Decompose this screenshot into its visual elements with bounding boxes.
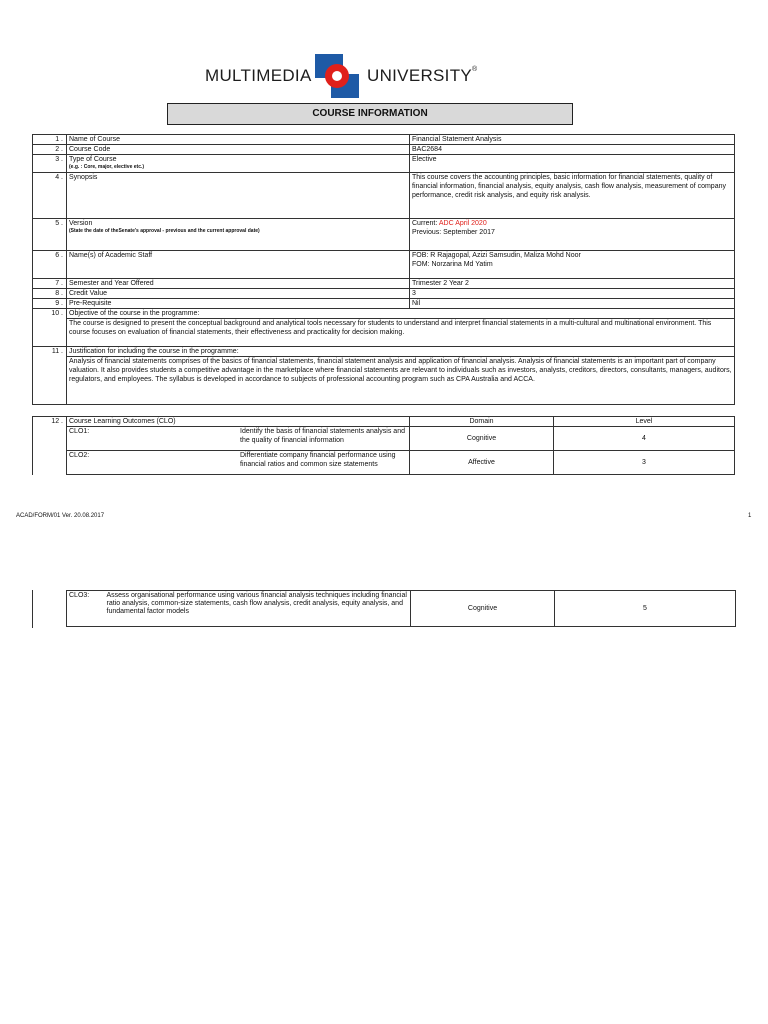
row-number: 8 .	[33, 289, 67, 299]
objective-text: The course is designed to present the conceptual background and analytical tools necessary for students to understand and interpret financial statements in a multi-cultural and multinational environment. This course focuses on evaluation of financial statements, their effectiveness and practicality for decision making.	[67, 319, 735, 347]
clo-code: CLO2:	[67, 451, 239, 475]
page-number: 1	[748, 513, 752, 519]
current-version-red: ADC April 2020	[438, 220, 487, 227]
table-row	[33, 319, 735, 347]
row-label: Name(s) of Academic Staff	[67, 251, 410, 279]
row-number: 1 .	[33, 135, 67, 145]
table-row	[33, 219, 735, 251]
clo-level: 5	[555, 591, 736, 627]
clo-row	[33, 451, 735, 475]
row-value: Nil	[410, 299, 735, 309]
row-number: 6 .	[33, 251, 67, 279]
row-label: Semester and Year Offered	[67, 279, 410, 289]
row-value: 3	[410, 289, 735, 299]
row-value: BAC2684	[410, 145, 735, 155]
table-row	[33, 299, 735, 309]
row-label: Course Learning Outcomes (CLO)	[67, 417, 410, 427]
row-label: Pre-Requisite	[67, 299, 410, 309]
row-label: Credit Value	[67, 289, 410, 299]
row-number: 7 .	[33, 279, 67, 289]
page2-clo-section	[32, 590, 734, 628]
justification-text: Analysis of financial statements comprises of the basics of financial statements, financial statement analysis and application of financial analysis. Analysis of financial statements is an important part of company valuation. It also provides students a competitive advantage in the marketplace where financial statements are relevant to individuals such as investors, analysts, creditors, directors, consultants, managers, auditors, regulators, and employees. The syllabus is developed in accordance to subjects of professional accounting program such as CPA Australia and ACCA.	[67, 357, 735, 405]
table-row	[33, 347, 735, 357]
row-label: Synopsis	[67, 173, 410, 219]
clo-domain: Cognitive	[411, 591, 555, 627]
row-note: (State the date of theSenate's approval - previous and the current approval date)	[69, 228, 260, 234]
clo-header-row	[33, 417, 735, 427]
level-header: Level	[554, 417, 735, 427]
form-reference: ACAD/FORM/01 Ver. 20.08.2017	[16, 513, 105, 519]
row-value: Financial Statement Analysis	[410, 135, 735, 145]
table-row	[33, 251, 735, 279]
row-number: 10 .	[33, 309, 67, 319]
table-row	[33, 357, 735, 405]
row-number: 9 .	[33, 299, 67, 309]
clo-domain: Cognitive	[410, 427, 554, 451]
clo-section	[32, 416, 734, 475]
row-label: Type of Course (e.g. : Core, major, elective etc.)	[67, 155, 410, 173]
row-label: Objective of the course in the programme:	[67, 309, 735, 319]
page-title: COURSE INFORMATION	[167, 103, 573, 125]
row-label: Name of Course	[67, 135, 410, 145]
clo-description: Differentiate company financial performance using financial ratios and common size statements	[238, 451, 410, 475]
table-row	[33, 289, 735, 299]
course-info-table	[32, 134, 735, 405]
table-row	[33, 279, 735, 289]
row-note: (e.g. : Core, major, elective etc.)	[69, 164, 145, 170]
university-logo	[205, 52, 495, 100]
clo-table-continued	[66, 590, 736, 627]
clo-row	[67, 591, 736, 627]
clo-level: 4	[554, 427, 735, 451]
logo-emblem-icon	[309, 52, 365, 100]
row-value: FOB: R Rajagopal, Azizi Samsudin, Maliza Mohd Noor FOM: Norzarina Md Yatim	[410, 251, 735, 279]
row-number: 11 .	[33, 347, 67, 357]
table-row	[33, 155, 735, 173]
clo-table	[32, 416, 735, 475]
clo-level: 3	[554, 451, 735, 475]
row-value: Trimester 2 Year 2	[410, 279, 735, 289]
clo-code: CLO1:	[67, 427, 239, 451]
row-value: Current: ADC April 2020 Previous: September 2017	[410, 219, 735, 251]
logo-right-word: UNIVERSITY®	[367, 66, 478, 85]
row-number: 4 .	[33, 173, 67, 219]
clo-domain: Affective	[410, 451, 554, 475]
table-row	[33, 145, 735, 155]
domain-header: Domain	[410, 417, 554, 427]
row-label: Course Code	[67, 145, 410, 155]
clo-description: Assess organisational performance using various financial analysis techniques including financial ratio analysis, common-size statements, cash flow analysis, credit analysis, equity analysis, and fundamental factor models	[105, 591, 411, 627]
row-number: 5 .	[33, 219, 67, 251]
row-value: This course covers the accounting principles, basic information for financial statements, quality of financial information, financial analysis, equity analysis, cash flow analysis, measurement of company performance, credit risk analysis, and equity risk analysis.	[410, 173, 735, 219]
row-label: Version (State the date of theSenate's approval - previous and the current approval date)	[67, 219, 410, 251]
table-row	[33, 309, 735, 319]
row-number: 12 .	[33, 417, 67, 427]
row-label: Justification for including the course in the programme:	[67, 347, 735, 357]
row-value: Elective	[410, 155, 735, 173]
row-number: 3 .	[33, 155, 67, 173]
row-number: 2 .	[33, 145, 67, 155]
clo-description: Identify the basis of financial statements analysis and the quality of financial information	[238, 427, 410, 451]
clo-row	[33, 427, 735, 451]
table-row	[33, 135, 735, 145]
logo-left-word: MULTIMEDIA	[205, 66, 312, 85]
table-row	[33, 173, 735, 219]
clo-code: CLO3:	[67, 591, 105, 627]
